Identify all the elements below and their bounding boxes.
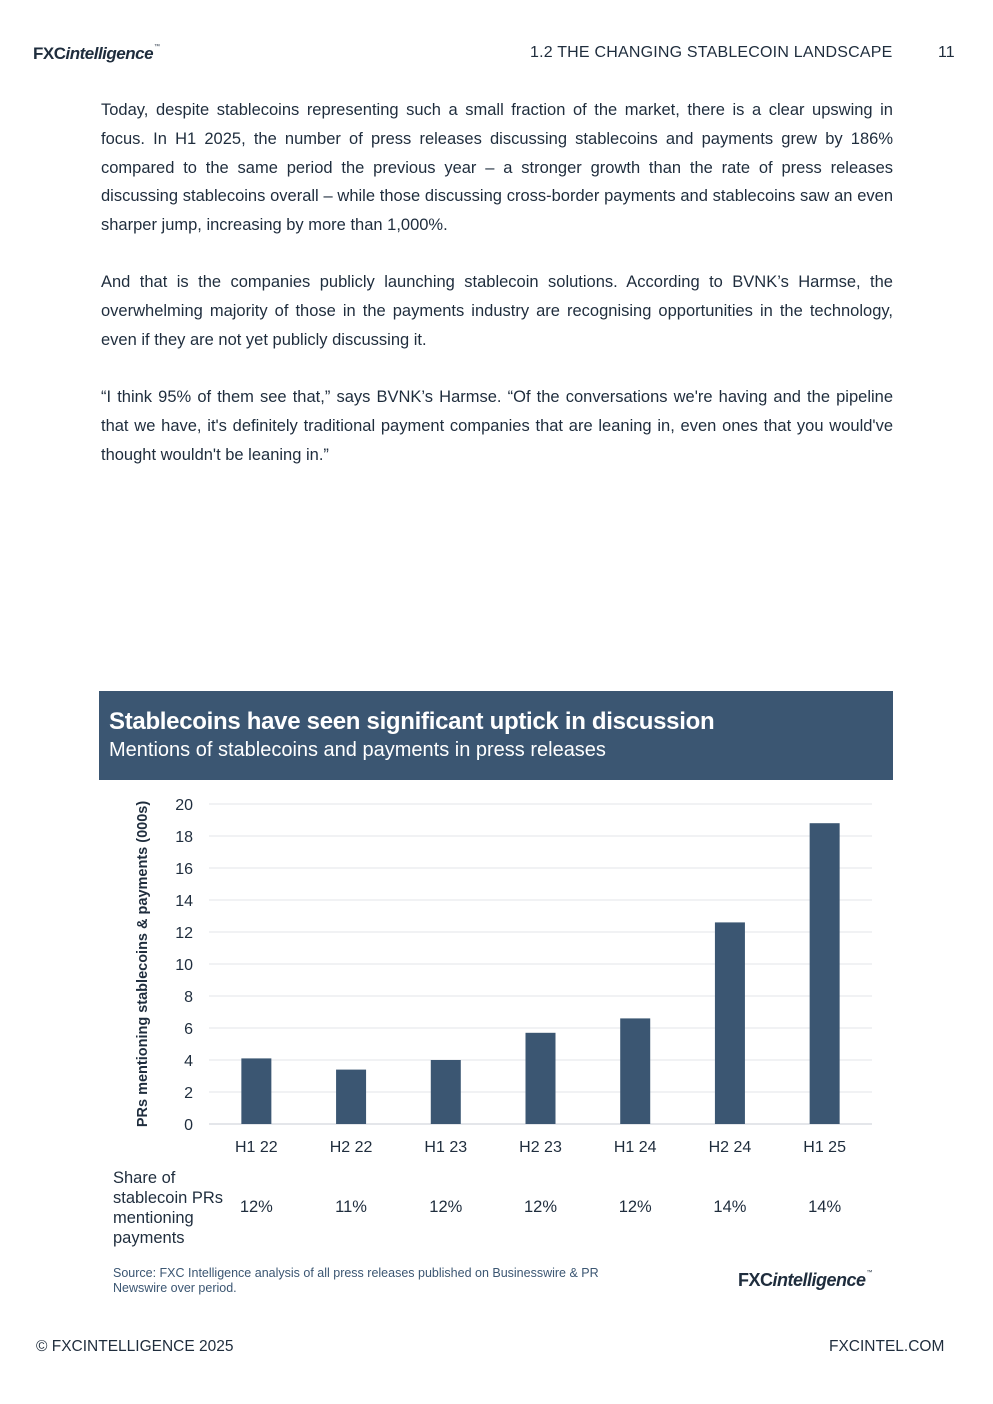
share-value: 11% xyxy=(335,1198,367,1216)
y-tick-label: 2 xyxy=(184,1085,193,1102)
chart-subtitle: Mentions of stablecoins and payments in press releases xyxy=(109,739,606,761)
chart-source-note: Source: FXC Intelligence analysis of all press releases published on Businesswire & PR Newswire over period. xyxy=(113,1266,599,1295)
body-paragraph-1: Today, despite stablecoins representing such a small fraction of the market, there is a clear upswing in focus. In H1 2025, the number of press releases discussing stablecoins and payments grew by 186% compared to the same period the previous year – a stronger growth than the rate of press releases discussing stablecoins overall – while those discussing cross-border payments and stablecoins saw an even sharper jump, increasing by more than 1,000%. xyxy=(101,101,893,235)
bar-h2-23 xyxy=(526,1033,556,1124)
chart-logo-intelligence-text: intelligence xyxy=(772,1270,866,1290)
page-number: 11 xyxy=(938,44,955,61)
x-tick-label: H2 23 xyxy=(519,1139,562,1156)
x-tick-label: H2 22 xyxy=(329,1139,373,1156)
x-tick-label: H1 25 xyxy=(803,1139,846,1156)
bar-h1-23 xyxy=(431,1060,461,1124)
body-paragraph-3: “I think 95% of them see that,” says BVNK’s Harmse. “Of the conversations we're having and the pipeline that we have, it's definitely traditional payment companies that are leaning in, even ones that you would've thought wouldn't be leaning in.” xyxy=(101,388,893,464)
chart-logo-fxc-text: FXC xyxy=(738,1270,773,1290)
footer-website-link[interactable]: FXCINTEL.COM xyxy=(829,1338,945,1355)
bar-h2-24 xyxy=(715,922,745,1124)
share-value: 12% xyxy=(239,1198,273,1216)
x-tick-label: H1 23 xyxy=(424,1139,468,1156)
bar-chart xyxy=(99,780,893,1170)
y-tick-label: 14 xyxy=(175,893,193,910)
logo-intelligence-text: intelligence xyxy=(65,44,154,63)
share-value: 14% xyxy=(713,1198,747,1216)
y-tick-label: 8 xyxy=(184,989,193,1006)
share-row-label: Share of stablecoin PRs mentioning payments xyxy=(113,1169,224,1247)
share-value: 12% xyxy=(429,1198,463,1216)
footer-copyright: © FXCINTELLIGENCE 2025 xyxy=(36,1338,234,1355)
chart-title: Stablecoins have seen significant uptick in discussion xyxy=(109,708,715,735)
chart-header xyxy=(99,691,893,780)
y-tick-label: 4 xyxy=(184,1053,193,1070)
x-tick-label: H1 22 xyxy=(235,1139,278,1156)
y-tick-label: 10 xyxy=(175,957,193,974)
share-value: 14% xyxy=(808,1198,842,1216)
fxc-intelligence-logo xyxy=(33,44,160,64)
y-tick-label: 18 xyxy=(175,829,193,846)
y-tick-label: 12 xyxy=(175,925,193,942)
share-value: 12% xyxy=(523,1198,558,1216)
x-axis-ticks xyxy=(235,1139,846,1156)
y-tick-label: 20 xyxy=(175,797,193,814)
y-tick-label: 0 xyxy=(184,1117,193,1134)
chart-fxc-intelligence-logo xyxy=(738,1270,872,1291)
logo-trademark: ™ xyxy=(154,44,160,50)
x-tick-label: H2 24 xyxy=(708,1139,752,1156)
body-paragraph-2: And that is the companies publicly launching stablecoin solutions. According to BVNK’s Harmse, the overwhelming majority of those in the payments industry are recognising opportunities in the technology, even if they are not yet publicly discussing it. xyxy=(101,273,893,349)
bar-h1-22 xyxy=(241,1058,271,1124)
share-value: 12% xyxy=(618,1198,652,1216)
section-title: 1.2 THE CHANGING STABLECOIN LANDSCAPE xyxy=(530,44,893,61)
y-axis-title: PRs mentioning stablecoins & payments (000s) xyxy=(135,800,151,1128)
y-tick-label: 16 xyxy=(175,861,193,878)
y-axis-ticks xyxy=(175,797,193,1134)
y-tick-label: 6 xyxy=(184,1021,193,1038)
x-tick-label: H1 24 xyxy=(613,1139,657,1156)
bar-h1-24 xyxy=(620,1018,650,1124)
bar-h2-22 xyxy=(336,1070,366,1124)
bar-h1-25 xyxy=(810,823,840,1124)
chart-logo-trademark: ™ xyxy=(866,1270,873,1276)
logo-fxc-text: FXC xyxy=(33,44,66,63)
